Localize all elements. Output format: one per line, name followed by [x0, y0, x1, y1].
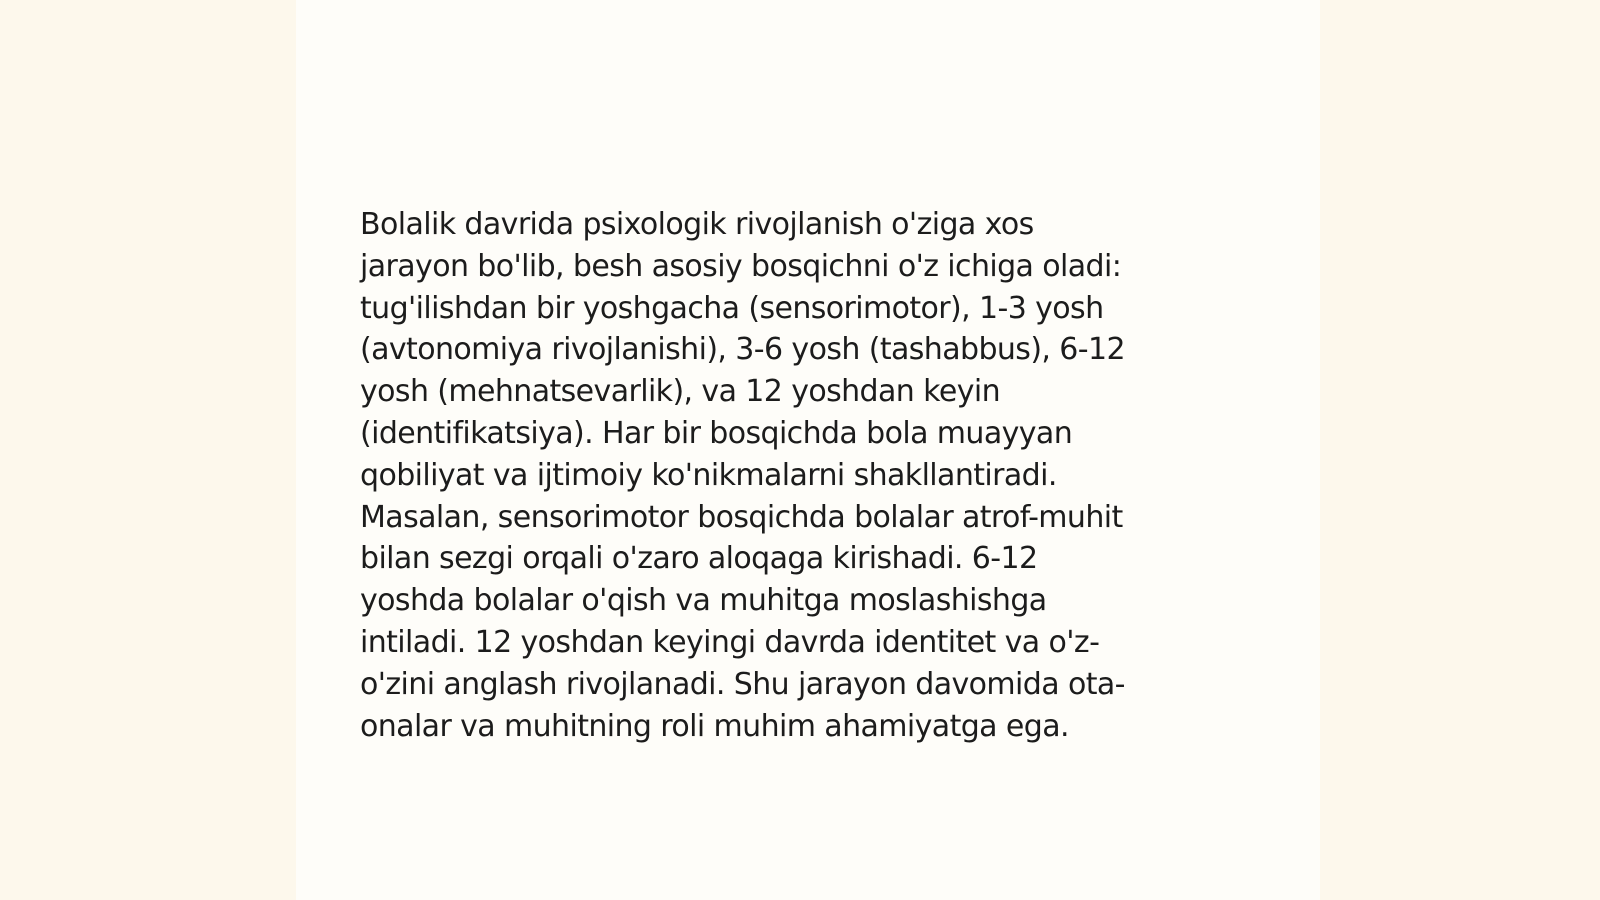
- paragraph-line: Bolalik davrida psixologik rivojlanish o'ziga xos: [360, 207, 1034, 242]
- paragraph-line: tug'ilishdan bir yoshgacha (sensorimotor), 1-3 yosh: [360, 290, 1104, 326]
- paragraph-line: yosh (mehnatsevarlik), va 12 yoshdan keyin: [360, 374, 1001, 410]
- document-page: [296, 0, 1320, 900]
- paragraph-line: qobiliyat va ijtimoiy ko'nikmalarni shakllantiradi.: [360, 457, 1057, 493]
- paragraph-line: (identifikatsiya). Har bir bosqichda bola muayyan: [360, 415, 1073, 451]
- paragraph-line: intiladi. 12 yoshdan keyingi davrda identitet va o'z-: [360, 624, 1100, 660]
- paragraph-line: onalar va muhitning roli muhim ahamiyatga ega.: [360, 708, 1069, 744]
- paragraph-line: o'zini anglash rivojlanadi. Shu jarayon davomida ota-: [360, 666, 1125, 702]
- paragraph-line: yoshda bolalar o'qish va muhitga moslashishga: [360, 583, 1047, 619]
- paragraph-line: jarayon bo'lib, besh asosiy bosqichni o'z ichiga oladi:: [360, 248, 1122, 284]
- paragraph-line: bilan sezgi orqali o'zaro aloqaga kirishadi. 6-12: [360, 541, 1038, 577]
- body-paragraph: [360, 204, 1260, 747]
- paragraph-line: (avtonomiya rivojlanishi), 3-6 yosh (tashabbus), 6-12: [360, 332, 1125, 368]
- paragraph-line: Masalan, sensorimotor bosqichda bolalar atrof-muhit: [360, 499, 1123, 535]
